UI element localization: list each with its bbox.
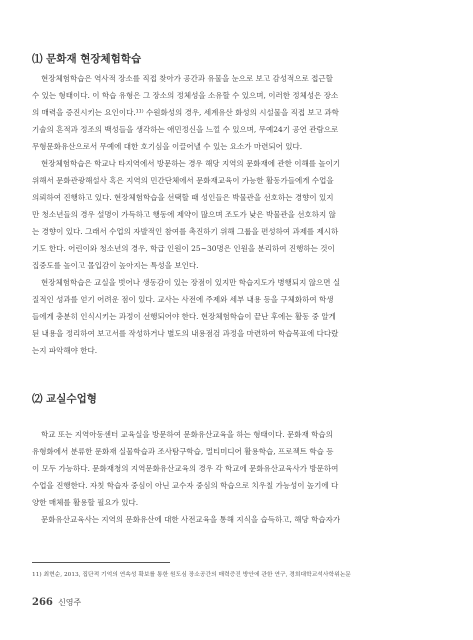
text-line: 유형화에서 분류한 문화재 실물학습과 조사탐구학습, 멀티미디어 활용학습, 프로젝트 학습 등 [32,447,334,456]
text-line: 만 청소년들의 경우 설명이 가득하고 행동에 제약이 많으며 조도가 낮은 박물관을 선호하지 않 [32,210,336,219]
page-number: 266 [32,597,53,608]
text-line: 문화유산교육사는 지역의 문화유산에 대한 사전교육을 통해 지식을 습득하고, 해당 학습자가 [41,515,341,524]
text-line: 의뢰하여 진행하고 있다. 현장체험학습을 선택할 때 성인들은 박물관을 선호하는 경향이 있지 [32,193,334,202]
author-name: 신영주 [58,598,82,607]
text-line: 위해서 문화관광해설사 혹은 지역의 민간단체에서 문화재교육이 가능한 활동가들에게 수업을 [32,176,334,185]
paragraph-field-trip-guidance [32,274,340,359]
text-line: 된 내용을 정리하여 보고서를 작성하거나 별도의 내용점검 과정을 마련하여 학습목표에 다다랐 [32,329,339,338]
section-heading-classroom: ⑵ 교실수업형 [32,393,97,405]
text-line: 이 모두 가능하다. 문화재청의 지역문화유산교육의 경우 각 학교에 문화유산교육사가 방문하여 [32,464,339,473]
footnote-divider [32,562,170,563]
text-line: 기술의 흔적과 정조의 백성들을 생각하는 애민정신을 느낄 수 있으며, 무예24기 공연 관람으로 [32,125,339,134]
text-line: 현장체험학습은 역사적 장소를 직접 찾아가 공간과 유물을 눈으로 보고 감성적으로 접근할 [41,74,333,83]
text-line: 현장체험학습은 교실을 벗어나 생동감이 있는 장점이 있지만 학습지도가 병행되지 않으면 실 [41,278,341,287]
text-line: 질적인 성과를 얻기 어려운 점이 있다. 교사는 사전에 주제와 세부 내용 등을 구체화하여 학생 [32,295,334,304]
text-line: 현장체험학습은 학교나 타지역에서 방문하는 경우 해당 지역의 문화재에 관한 이해를 높이기 [41,159,341,168]
text-line: 는 경향이 있다. 그래서 수업의 자발적인 참여를 촉진하기 위해 그룹을 편성하여 과제를 제시하 [32,227,339,236]
paragraph-field-trip-operation [32,155,340,274]
text-line: 집중도를 높이고 몰입감이 높아지는 특성을 보인다. [32,261,199,270]
text-line: 학교 또는 지역아동센터 교육실을 방문하여 문화유산교육을 하는 형태이다. 문화재 학습의 [41,430,333,439]
text-line: 는지 파악해야 한다. [32,346,98,355]
text-line: 무형문화유산으로서 무예에 대한 호기심을 이끌어낼 수 있는 요소가 마련되어 있다. [32,142,303,151]
page-footer [32,597,81,608]
section-heading-field-trip: ⑴ 문화재 현장체험학습 [32,53,142,65]
paragraph-classroom-intro [32,426,338,511]
text-line: 수 있는 형태이다. 이 학습 유형은 그 장소의 정체성을 소유할 수 있으며, 이러한 정체성은 장소 [32,91,339,100]
text-line: 수업을 진행한다. 자칫 학습자 중심이 아닌 교수자 중심의 학습으로 치우칠 가능성이 높기에 다 [32,481,339,490]
paragraph-field-trip-intro [32,70,339,155]
paragraph-classroom-educator [32,511,340,528]
text-line: 들에게 충분히 인식시키는 과정이 선행되어야 한다. 현장체험학습이 끝난 후에는 활동 중 알게 [32,312,336,321]
text-line: 양한 매체를 활용할 필요가 있다. [32,498,139,507]
footnote: 11) 최현순, 2013, 집단적 기억의 연속성 확보를 통한 원도심 장소공간의 매력증진 방안에 관한 연구, 경희대학교석사학위논문 [32,572,351,578]
text-line: 기도 한다. 어린이와 청소년의 경우, 학급 인원이 25~30명은 인원을 분리하여 진행하는 것이 [32,244,335,253]
text-line: 의 매력을 증진시키는 요인이다.¹¹⁾ 수원화성의 경우, 세계유산 화성의 시설물을 직접 보고 과학 [32,108,339,117]
